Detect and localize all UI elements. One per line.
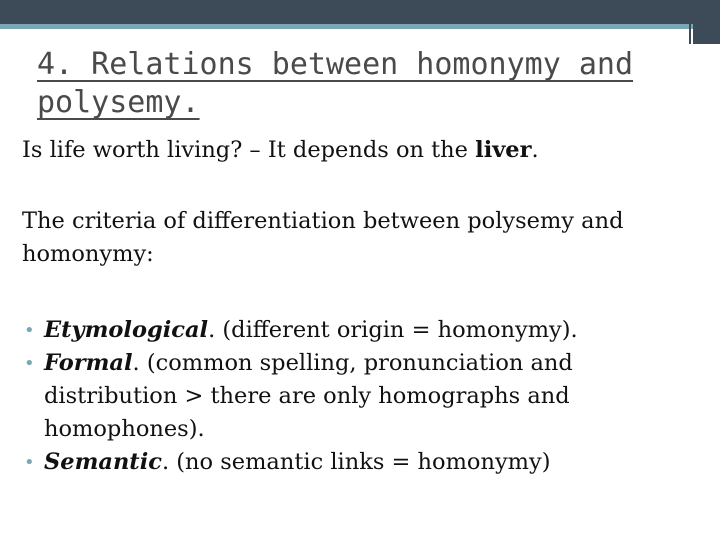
bullet-icon: • bbox=[24, 452, 35, 473]
criterion-text: . (different origin = homonymy). bbox=[208, 317, 578, 343]
accent-strip bbox=[0, 24, 720, 29]
epigraph-line bbox=[22, 134, 539, 167]
epigraph-bold-word: liver bbox=[475, 137, 532, 163]
criteria-intro: The criteria of differentiation between polysemy and homonymy: bbox=[22, 208, 624, 267]
list-item bbox=[22, 446, 702, 479]
criterion-text: . (common spelling, pronunciation and distribution > there are only homographs and homophones). bbox=[44, 350, 573, 442]
criterion-term: Etymological bbox=[44, 317, 209, 343]
slide-title bbox=[37, 46, 677, 122]
criterion-term: Formal bbox=[44, 350, 133, 376]
slide-title-text: 4. Relations between homonymy and polysemy. bbox=[37, 47, 634, 120]
corner-decoration bbox=[693, 24, 720, 44]
header-bar bbox=[0, 0, 720, 24]
epigraph-text: Is life worth living? – It depends on the bbox=[22, 137, 476, 163]
criteria-list bbox=[22, 314, 702, 479]
criterion-term: Semantic bbox=[44, 449, 162, 475]
bullet-icon: • bbox=[24, 320, 35, 341]
bullet-icon: • bbox=[24, 353, 35, 374]
list-item bbox=[22, 314, 702, 347]
epigraph-end: . bbox=[531, 137, 539, 163]
criterion-text: . (no semantic links = homonymy) bbox=[161, 449, 551, 475]
list-item bbox=[22, 347, 702, 446]
